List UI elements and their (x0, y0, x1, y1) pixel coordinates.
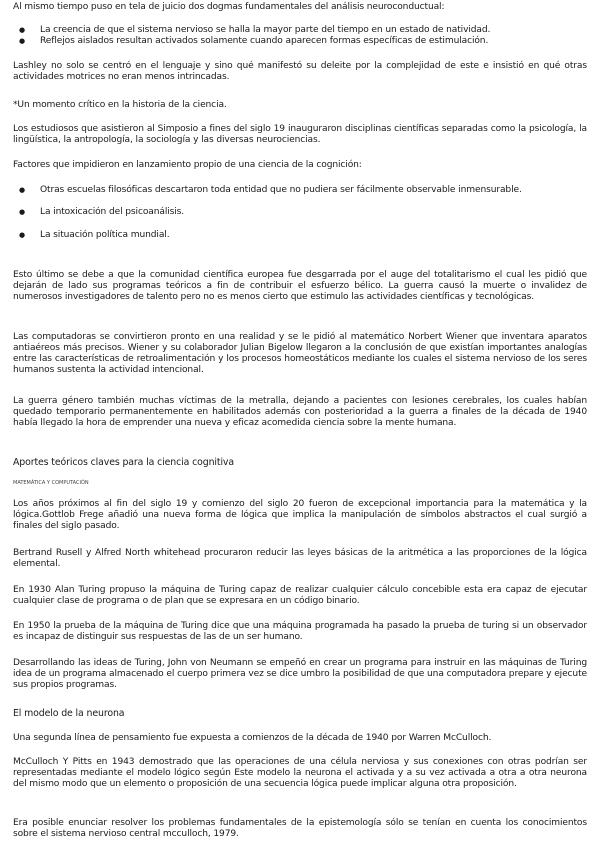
guerra-paragraph: Esto último se debe a que la comunidad científica europea fue desgarrada por el auge del totalitarismo el cual les pidió que dejarán de lado sus programas teóricos a fin de contribuir el esfuerzo bélico. La guerra causó la muerte o invalidez de numerosos investigadores de talento pero no es menos cierto que estimulo las actividades científicas y tecnológicas. (13, 270, 587, 302)
turing-1950-paragraph: En 1950 la prueba de la máquina de Turing dice que una máquina programada ha pasado la prueba de turing si un observador es incapaz de distinguir sus respuestas de las de un ser humano. (13, 621, 587, 642)
segunda-linea-paragraph: Una segunda línea de pensamiento fue expuesta a comienzos de la década de 1940 por Warren McCulloch. (13, 733, 492, 743)
section-heading-neurona: El modelo de la neurona (13, 708, 125, 719)
section-heading-aportes: Aportes teóricos claves para la ciencia cognitiva (13, 457, 234, 468)
factores-list (13, 185, 587, 241)
list-item: ● La situación política mundial. (13, 230, 587, 241)
russell-paragraph: Bertrand Rusell y Alfred North whitehead procuraron reducir las leyes básicas de la aritmética a las proporciones de la lógica elemental. (13, 548, 587, 569)
guerra-victimas-paragraph: La guerra género también muchas víctimas de la metralla, dejando a pacientes con lesiones cerebrales, los cuales habían quedado temporario permanentemente en habilitados además con posterioridad a la guerra a finales de la década de 1940 había llegado la hora de emprender una nueva y eficaz acomedida ciencia sobre la mente humana. (13, 396, 587, 428)
list-item: ● La intoxicación del psicoanálisis. (13, 207, 587, 218)
neumann-paragraph: Desarrollando las ideas de Turing, John von Neumann se empeñó en crear un programa para instruir en las máquinas de Turing idea de un programa almacenado el cuerpo primera vez se dice umbro la posibilidad de que una computadora prepare y ejecute sus propios programas. (13, 658, 587, 690)
computadoras-paragraph: Las computadoras se convirtieron pronto en una realidad y se le pidió al matemático Norbert Wiener que inventara aparatos antiaéreos más precisos. Wiener y su colaborador Julian Bigelow llegaron a la conclusión de que existían importantes analogías entre las características de retroalimentación y los procesos homeostáticos mediante los cuales el sistema nervioso de los seres humanos sustenta la actividad intencional. (13, 332, 587, 375)
list-item: ● Reflejos aislados resultan activados solamente cuando aparecen formas específicas de estimulación. (13, 36, 587, 47)
anios-paragraph: Los años próximos al fin del siglo 19 y comienzo del siglo 20 fueron de excepcional importancia para la matemática y la lógica.Gottlob Frege añadió una nueva forma de lógica que implica la manipulación de símbolos abstractos el cual surgió a finales del siglo pasado. (13, 499, 587, 531)
intro-paragraph: Al mismo tiempo puso en tela de juicio dos dogmas fundamentales del análisis neuroconductual: (13, 2, 445, 12)
list-item: ● La creencia de que el sistema nervioso se halla la mayor parte del tiempo en un estado de natividad. (13, 25, 587, 36)
list-item: ● Otras escuelas filosóficas descartaron toda entidad que no pudiera ser fácilmente observable inmensurable. (13, 185, 587, 196)
factores-paragraph: Factores que impidieron en lanzamiento propio de una ciencia de la cognición: (13, 160, 362, 170)
momento-paragraph: *Un momento crítico en la historia de la ciencia. (13, 100, 227, 110)
simposio-paragraph: Los estudiosos que asistieron al Simposio a fines del siglo 19 inauguraron disciplinas científicas separadas como la psicología, la lingüística, la antropología, la sociología y las diversas neurociencias. (13, 124, 587, 145)
dogmas-list (13, 25, 587, 47)
subsection-heading-matematica: MATEMÁTICA Y COMPUTACIÓN (13, 480, 89, 486)
turing-1930-paragraph: En 1930 Alan Turing propuso la máquina de Turing capaz de realizar cualquier cálculo concebible esta era capaz de ejecutar cualquier clase de programa o de plan que se expresara en un código binario. (13, 585, 587, 606)
lashley-paragraph: Lashley no solo se centró en el lenguaje y sino qué manifestó su deleite por la complejidad de este e insistió en qué otras actividades motrices no eran menos intrincadas. (13, 61, 587, 82)
mcculloch-paragraph: McCulloch Y Pitts en 1943 demostrado que las operaciones de una célula nerviosa y sus conexiones con otras podrían ser representadas mediante el modelo lógico según Este modelo la neurona el activada y a su vez activada a otra a otra neurona del mismo modo que un elemento o proposición de una secuencia lógica puede implicar alguna otra proposición. (13, 757, 587, 789)
epistemologia-paragraph: Era posible enunciar resolver los problemas fundamentales de la epistemología sólo se tenían en cuenta los conocimientos sobre el sistema nervioso central mcculloch, 1979. (13, 818, 587, 839)
